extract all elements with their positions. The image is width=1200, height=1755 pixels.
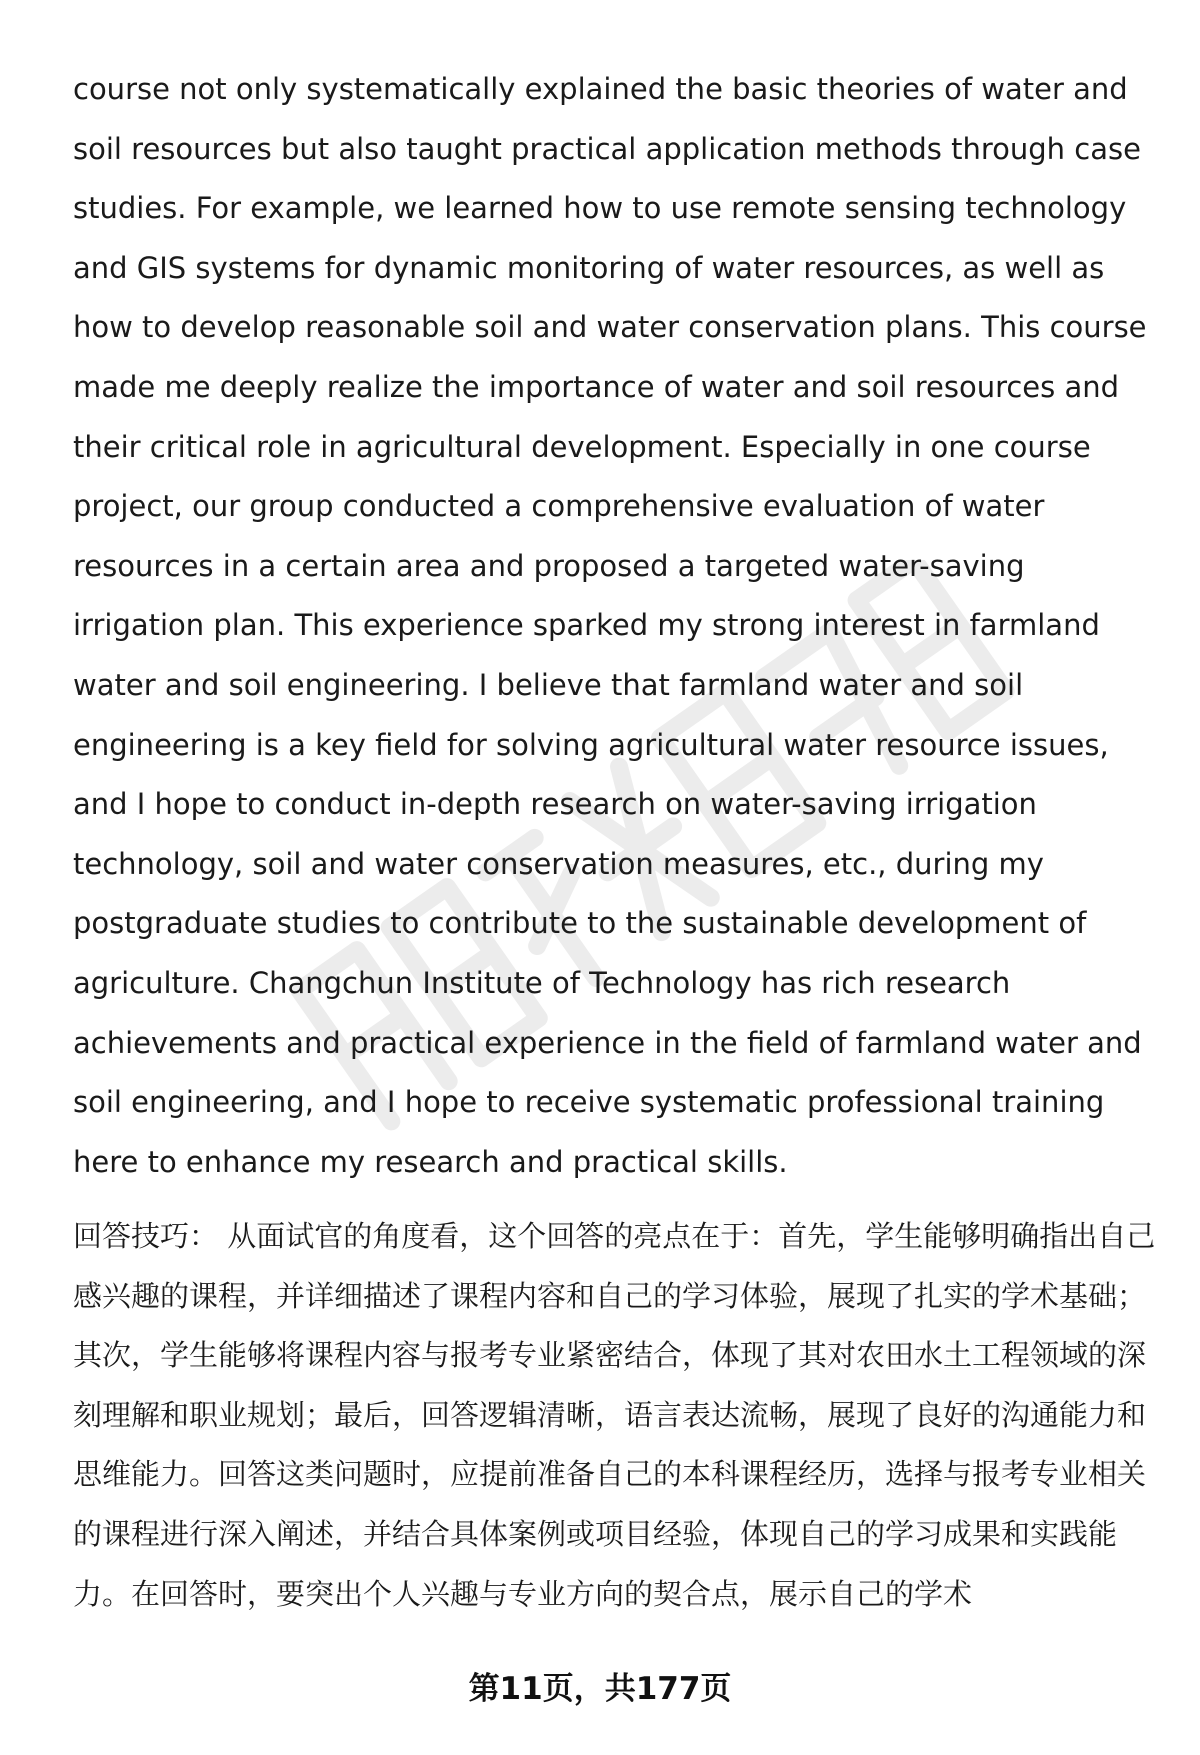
page-number-footer: 第11页，共177页 [468,1671,732,1707]
body-paragraph-english: course not only systematically explained the basic theories of water and soil resources but also taught practical application methods through case studies. For example, we learned how to use remote sensing technology and GIS systems for dynamic monitoring of water resources, as well as how to develop reasonable soil and water conservation plans. This course made me deeply realize the importance of water and soil resources and their critical role in agricultural development. Especially in one course project, our group conducted a comprehensive evaluation of water resources in a certain area and proposed a targeted water-saving irrigation plan. This experience sparked my strong interest in farmland water and soil engineering. I believe that farmland water and soil engineering is a key field for solving agricultural water resource issues, and I hope to conduct in-depth research on water-saving irrigation technology, soil and water conservation measures, etc., during my postgraduate studies to contribute to the sustainable development of agriculture. Changchun Institute of Technology has rich research achievements and practical experience in the field of farmland water and soil engineering, and I hope to receive systematic professional training here to enhance my research and practical skills. [73,72,1147,1179]
answer-tips-paragraph: 回答技巧： 从面试官的角度看，这个回答的亮点在于：首先，学生能够明确指出自己感兴趣的课程，并详细描述了课程内容和自己的学习体验，展现了扎实的学术基础；其次，学生能够将课程内容与报考专业紧密结合，体现了其对农田水土工程领域的深刻理解和职业规划；最后，回答逻辑清晰，语言表达流畅，展现了良好的沟通能力和思维能力。回答这类问题时，应提前准备自己的本科课程经历，选择与报考专业相关的课程进行深入阐述，并结合具体案例或项目经验，体现自己的学习成果和实践能力。在回答时，要突出个人兴趣与专业方向的契合点，展示自己的学术 [73,1219,1156,1611]
